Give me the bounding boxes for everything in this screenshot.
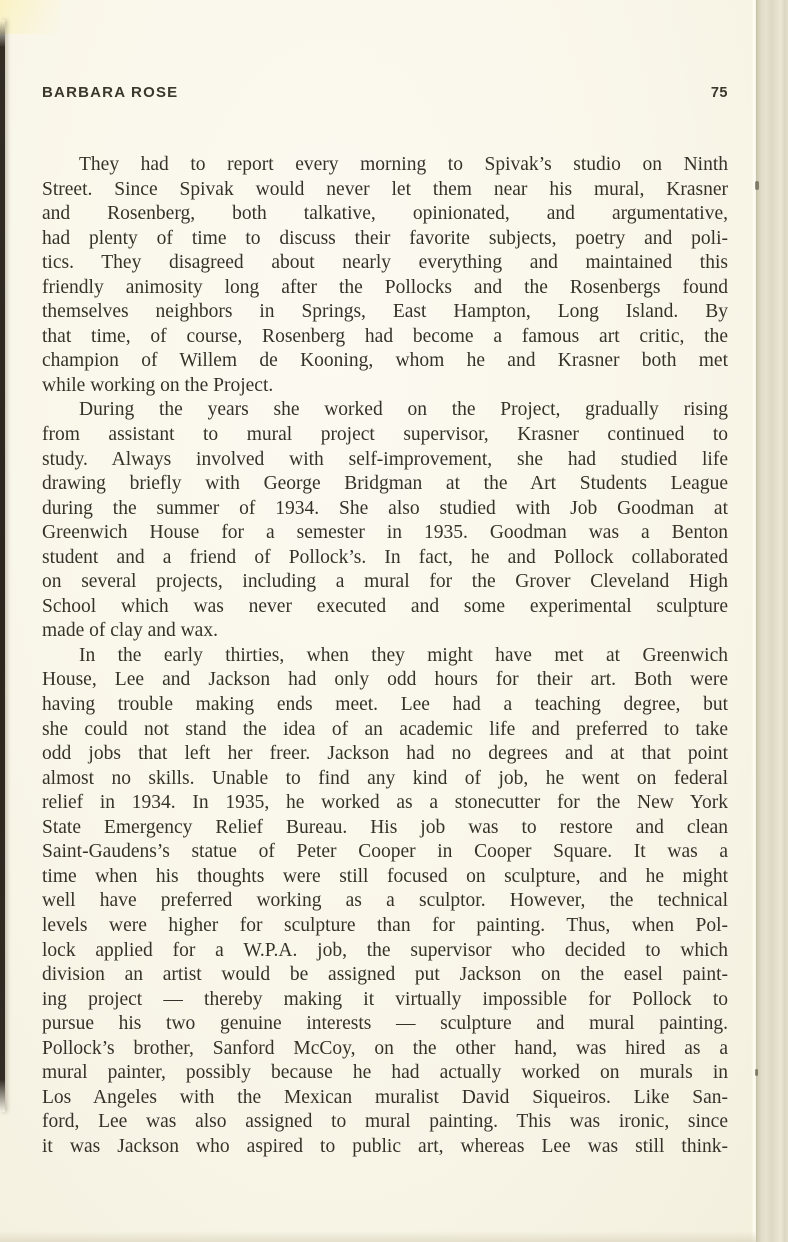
- bottom-edge-shade: [0, 1231, 757, 1242]
- text-line: Pollock’s brother, Sanford McCoy, on the other hand, was hired as a: [42, 1037, 728, 1059]
- text-line: Street. Since Spivak would never let them near his mural, Krasner: [42, 178, 728, 200]
- page-number: 75: [710, 85, 728, 101]
- text-line: having trouble making ends meet. Lee had a teaching degree, but: [42, 694, 728, 716]
- text-line: relief in 1934. In 1935, he worked as a stonecutter for the New York: [42, 792, 728, 814]
- right-page-edge-stack: [756, 0, 788, 1242]
- text-line: study. Always involved with self-improvement, she had studied life: [42, 448, 728, 470]
- text-line: time when his thoughts were still focused on sculpture, and he might: [42, 865, 728, 887]
- text-line: State Emergency Relief Bureau. His job was to restore and clean: [42, 816, 728, 838]
- text-line: while working on the Project.: [42, 374, 274, 396]
- text-line: from assistant to mural project supervisor, Krasner continued to: [42, 424, 728, 446]
- page-edge-mark: [755, 1069, 758, 1076]
- text-line: levels were higher for sculpture than for painting. Thus, when Pol-: [42, 914, 728, 936]
- text-line: ing project — thereby making it virtually impossible for Pollock to: [42, 988, 728, 1010]
- text-line: odd jobs that left her freer. Jackson had no degrees and at that point: [42, 743, 728, 765]
- text-line: almost no skills. Unable to find any kind of job, he went on federal: [42, 767, 728, 789]
- page-edge-mark: [755, 181, 759, 190]
- text-line: champion of Willem de Kooning, whom he and Krasner both met: [42, 350, 728, 372]
- text-line: School which was never executed and some experimental sculpture: [42, 595, 728, 617]
- body-text-block: [42, 153, 728, 1159]
- text-line: themselves neighbors in Springs, East Hampton, Long Island. By: [42, 301, 728, 323]
- text-line: During the years she worked on the Project, gradually rising: [79, 399, 728, 421]
- text-line: that time, of course, Rosenberg had become a famous art critic, the: [42, 325, 728, 347]
- text-line: Saint-Gaudens’s statue of Peter Cooper in Cooper Square. It was a: [42, 841, 728, 863]
- text-line: drawing briefly with George Bridgman at the Art Students League: [42, 473, 728, 495]
- running-header-author: BARBARA ROSE: [42, 84, 179, 101]
- text-line: division an artist would be assigned put Jackson on the easel paint-: [42, 964, 728, 986]
- text-line: tics. They disagreed about nearly everything and maintained this: [42, 252, 728, 274]
- text-line: it was Jackson who aspired to public art, whereas Lee was still think-: [42, 1135, 728, 1157]
- text-line: In the early thirties, when they might have met at Greenwich: [79, 644, 728, 666]
- text-line: Greenwich House for a semester in 1935. Goodman was a Benton: [42, 522, 728, 544]
- running-header: [42, 84, 728, 101]
- left-gutter-shadow: [0, 20, 5, 1112]
- text-line: friendly animosity long after the Pollocks and the Rosenbergs found: [42, 276, 728, 298]
- top-left-page-glow: [0, 0, 60, 34]
- text-line: during the summer of 1934. She also studied with Job Goodman at: [42, 497, 728, 519]
- text-line: on several projects, including a mural for the Grover Cleveland High: [42, 571, 728, 593]
- text-line: made of clay and wax.: [42, 620, 218, 642]
- text-line: They had to report every morning to Spivak’s studio on Ninth: [79, 154, 728, 175]
- text-line: student and a friend of Pollock’s. In fact, he and Pollock collaborated: [42, 546, 728, 568]
- text-line: well have preferred working as a sculptor. However, the technical: [42, 890, 728, 912]
- text-line: ford, Lee was also assigned to mural painting. This was ironic, since: [42, 1111, 728, 1133]
- text-line: pursue his two genuine interests — sculpture and mural painting.: [42, 1013, 728, 1035]
- text-line: House, Lee and Jackson had only odd hours for their art. Both were: [42, 669, 728, 691]
- text-line: lock applied for a W.P.A. job, the supervisor who decided to which: [42, 939, 728, 961]
- text-line: she could not stand the idea of an academic life and preferred to take: [42, 718, 728, 740]
- text-line: and Rosenberg, both talkative, opinionated, and argumentative,: [42, 203, 728, 225]
- text-line: mural painter, possibly because he had actually worked on murals in: [42, 1062, 728, 1084]
- text-line: had plenty of time to discuss their favorite subjects, poetry and poli-: [42, 227, 728, 249]
- text-line: Los Angeles with the Mexican muralist David Siqueiros. Like San-: [42, 1086, 728, 1108]
